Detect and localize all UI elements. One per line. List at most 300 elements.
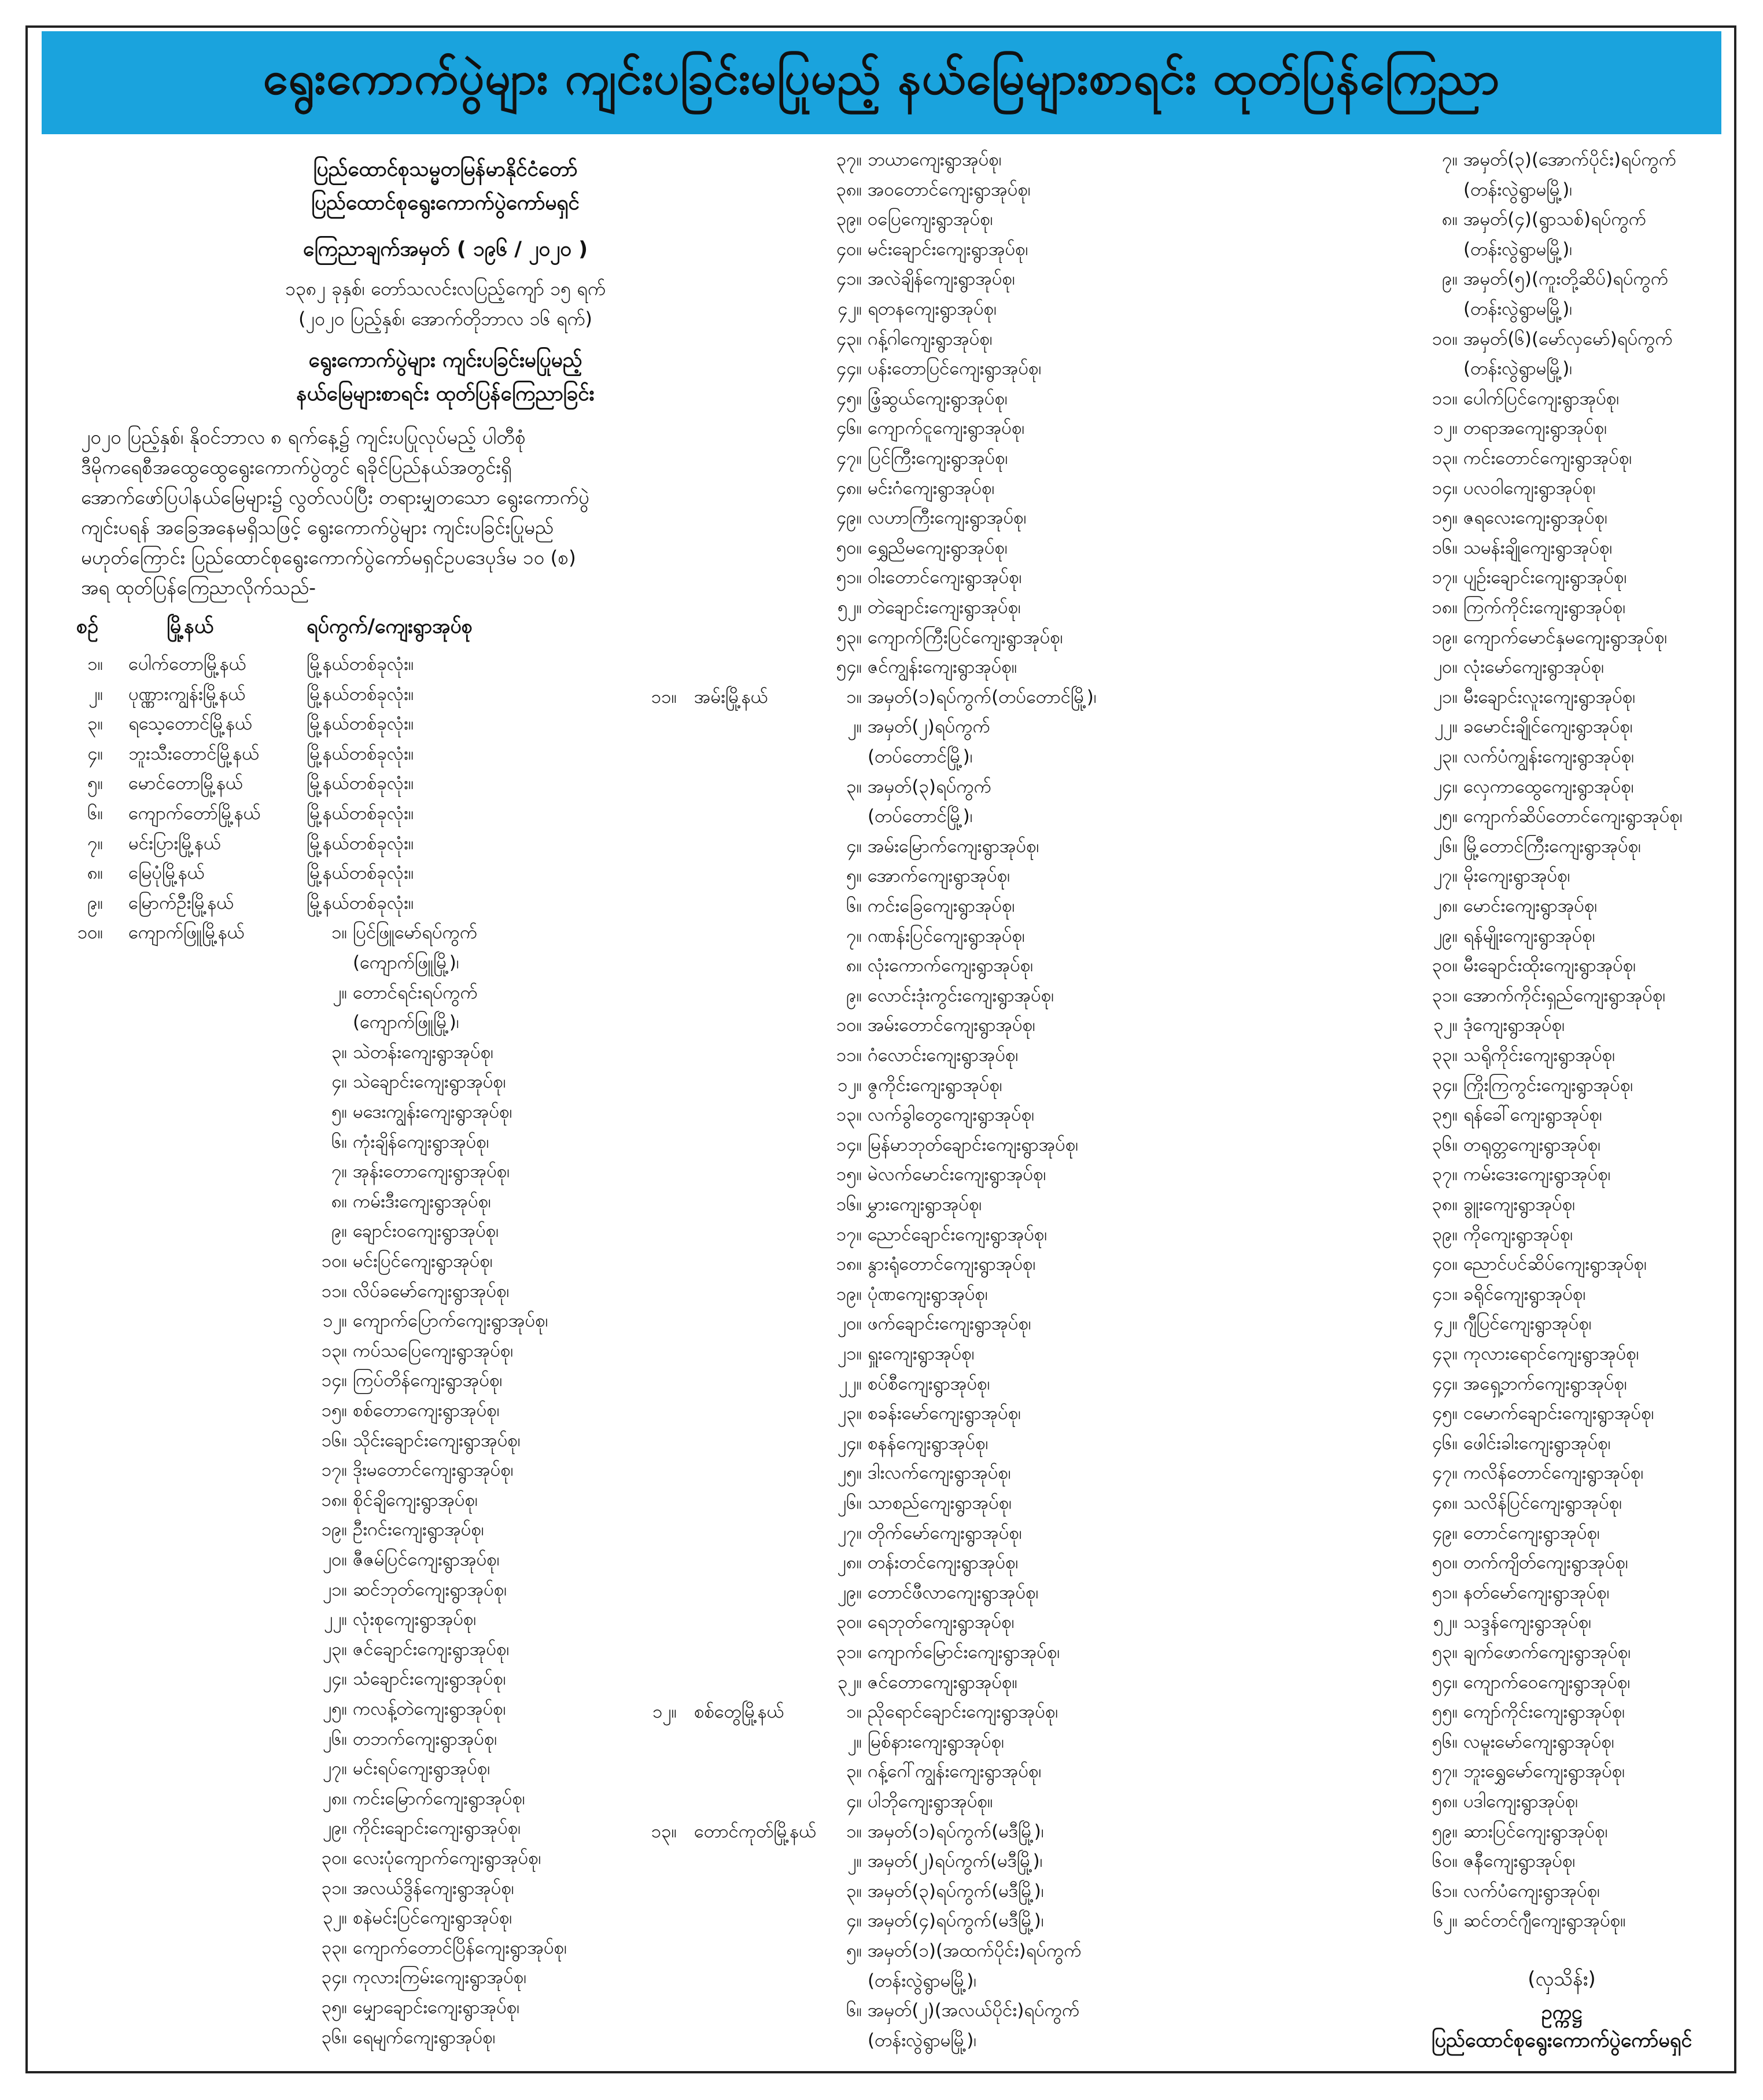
kyaukphyu-item: ကြပ်တိန်ကျေးရွာအုပ်စု၊ [353, 1370, 503, 1391]
ann-item: အမှတ်(၂)ရပ်ကွက် [868, 716, 990, 738]
kyaukphyu-cont-item: ဖြံ့ဆွယ်ကျေးရွာအုပ်စု၊ [868, 388, 1008, 409]
toungup-cont-item: ကိုကျေးရွာအုပ်စု၊ [1463, 1224, 1573, 1245]
toungup-cont-item: ဇရလေးကျေးရွာအုပ်စု၊ [1463, 507, 1607, 529]
kyaukphyu-cont-item-number: ၄၆။ [836, 418, 862, 439]
kyaukphyu-item: မျှောချောင်းကျေးရွာအုပ်စု၊ [353, 1997, 520, 2018]
toungup-cont-item: တက်ကျိတ်ကျေးရွာအုပ်စု၊ [1463, 1552, 1628, 1574]
toungup-cont-item-number: ၂၇။ [1433, 865, 1458, 887]
ann-item-number: ၂၄။ [837, 1432, 862, 1454]
ann-item-number: ၃၂။ [837, 1671, 862, 1693]
toungup-cont-item: အောက်ကိုင်းရှည်ကျေးရွာအုပ်စု၊ [1463, 985, 1666, 1006]
kyaukphyu-item-number: ၂၅။ [322, 1699, 347, 1719]
kyaukphyu-cont-item: ရွှေညိမကျေးရွာအုပ်စု၊ [868, 537, 1008, 558]
kyaukphyu-item-number: ၃၀။ [321, 1848, 347, 1869]
toungup-cont-item: ပေါက်ပြင်ကျေးရွာအုပ်စု၊ [1463, 388, 1620, 409]
kyaukphyu-cont-item-number: ၃၈။ [836, 179, 862, 200]
kyaukphyu-cont-item: ဝပြေကျေးရွာအုပ်စု၊ [868, 209, 993, 230]
toungup-cont-item-number: ၄၇။ [1432, 1462, 1458, 1484]
ann-item-number: ၁။ [846, 686, 862, 708]
signature-org: ပြည်ထောင်စုရွေးကောက်ပွဲကော်မရှင် [1431, 2029, 1692, 2052]
township-number: ၁။ [87, 654, 103, 675]
kyaukphyu-cont-item-number: ၄၁။ [836, 268, 862, 290]
toungup-cont-item-number: ၅၀။ [1432, 1552, 1458, 1574]
township-number: ၆။ [87, 803, 103, 824]
ann-item: ကင်းခြေကျေးရွာအုပ်စု၊ [868, 896, 1015, 916]
ann-item: အောက်ကျေးရွာအုပ်စု၊ [868, 865, 1010, 887]
kyaukphyu-item: စနဲမင်းပြင်ကျေးရွာအုပ်စု၊ [353, 1907, 512, 1929]
kyaukphyu-cont-item: ကျောက်ငူကျေးရွာအုပ်စု၊ [868, 418, 1025, 439]
toungup-cont-item: ဂျီပြင်ကျေးရွာအုပ်စု၊ [1463, 1313, 1592, 1335]
toungup-cont-item: မီးချောင်းထိုးကျေးရွာအုပ်စု၊ [1463, 955, 1636, 977]
ann-item: လက်ခွါတွေကျေးရွာအုပ်စု၊ [868, 1104, 1035, 1126]
toungup-cont-item-number: ၃၂။ [1433, 1015, 1458, 1036]
toungup-cont-item: (တန်းလွဲရွာမမြို့)၊ [1463, 358, 1573, 380]
header-township: မြို့နယ် [167, 615, 213, 638]
toungup-cont-item: ကြိုးကြကွင်းကျေးရွာအုပ်စု၊ [1463, 1074, 1633, 1096]
kyaukphyu-item-number: ၃။ [331, 1041, 347, 1063]
kyaukphyu-item-number: ၃၃။ [321, 1937, 347, 1958]
township-area: မြို့နယ်တစ်ခုလုံး။ [307, 743, 414, 764]
toungup-cont-item: ငမောက်ချောင်းကျေးရွာအုပ်စု၊ [1463, 1403, 1654, 1424]
kyaukphyu-cont-item-number: ၃၇။ [836, 149, 862, 170]
township-name: တောင်ကုတ်မြို့နယ် [694, 1821, 817, 1842]
toungup-item: (တန်းလွဲရွာမမြို့)၊ [868, 1970, 977, 1991]
sittwe-item-number: ၄။ [846, 1791, 862, 1812]
ann-item: နွားရုံတောင်ကျေးရွာအုပ်စု၊ [868, 1254, 1036, 1275]
kyaukphyu-cont-item: မင်းချောင်းကျေးရွာအုပ်စု၊ [868, 238, 1028, 260]
kyaukphyu-item: လုံးစုကျေးရွာအုပ်စု၊ [353, 1609, 477, 1630]
kyaukphyu-cont-item: မင်းဂံကျေးရွာအုပ်စု၊ [868, 477, 995, 499]
kyaukphyu-item-number: ၁၆။ [321, 1430, 347, 1451]
toungup-cont-item: တောင်ကျေးရွာအုပ်စု၊ [1463, 1522, 1600, 1543]
toungup-cont-item: လမူးမော်ကျေးရွာအုပ်စု၊ [1463, 1731, 1614, 1752]
kyaukphyu-item: ကုံးချိန်ကျေးရွာအုပ်စု၊ [353, 1131, 489, 1152]
ann-item-number: ၁၁။ [836, 1045, 862, 1066]
kyaukphyu-item: ကမ်းဒီးကျေးရွာအုပ်စု၊ [353, 1191, 491, 1212]
township-name: ပုဏ္ဏားကျွန်းမြို့နယ် [128, 683, 246, 705]
ann-item: မဲလက်မောင်းကျေးရွာအုပ်စု၊ [868, 1164, 1046, 1185]
page-title: ရွေးကောက်ပွဲများ ကျင်းပခြင်းမပြုမည့် နယ်မြေများစာရင်း ထုတ်ပြန်ကြေညာ [263, 52, 1500, 105]
toungup-cont-item-number: ၂၆။ [1433, 835, 1458, 857]
kyaukphyu-item-number: ၉။ [331, 1221, 347, 1242]
toungup-cont-item-number: ၁၇။ [1432, 567, 1458, 588]
intro-line: မဟုတ်ကြောင်း ပြည်ထောင်စုရွေးကောက်ပွဲကော်မရှင်ဥပဒေပုဒ်မ ၁၀ (စ) [81, 546, 576, 569]
toungup-cont-item-number: ၅၇။ [1432, 1761, 1458, 1782]
kyaukphyu-item-number: ၃၅။ [321, 1997, 347, 2018]
kyaukphyu-item: ဆင်ဘုတ်ကျေးရွာအုပ်စု၊ [353, 1579, 507, 1600]
date-gregorian: (၂၀၂၀ ပြည့်နှစ်၊ အောက်တိုဘာလ ၁၆ ရက်) [298, 308, 593, 330]
kyaukphyu-cont-item-number: ၄၃။ [836, 328, 862, 349]
toungup-cont-item-number: ၁၈။ [1432, 597, 1458, 618]
toungup-cont-item: ကျောက်မောင်နှမကျေးရွာအုပ်စု၊ [1463, 627, 1668, 648]
ann-item-number: ၃၀။ [836, 1612, 862, 1633]
ann-item: အမှတ်(၁)ရပ်ကွက်(တပ်တောင်မြို့)၊ [868, 686, 1097, 708]
header-line1: ပြည်ထောင်စုသမ္မတမြန်မာနိုင်ငံတော် [313, 158, 578, 181]
intro-line: ဒီမိုကရေစီအထွေထွေရွေးကောက်ပွဲတွင် ရခိုင်ပြည်နယ်အတွင်းရှိ [81, 456, 512, 478]
toungup-cont-item: ကျောက်ဆိပ်တောင်ကျေးရွာအုပ်စု၊ [1463, 806, 1683, 827]
kyaukphyu-item-number: ၃၂။ [322, 1907, 347, 1929]
subtitle-line1: ရွေးကောက်ပွဲများ ကျင်းပခြင်းမပြုမည့် [308, 349, 582, 372]
toungup-cont-item-number: ၃၃။ [1432, 1045, 1458, 1066]
toungup-item: အမှတ်(၃)ရပ်ကွက်(မဒီမြို့)၊ [868, 1880, 1044, 1902]
kyaukphyu-cont-item-number: ၅၄။ [836, 657, 862, 678]
notice-number: ကြေညာချက်အမှတ် ( ၁၉၆ / ၂၀၂၀ ) [303, 238, 588, 261]
township-area: မြို့နယ်တစ်ခုလုံး။ [307, 832, 414, 854]
ann-item: အမ်းမြောက်ကျေးရွာအုပ်စု၊ [868, 835, 1039, 857]
toungup-cont-item: (တန်းလွဲရွာမမြို့)၊ [1463, 179, 1573, 200]
kyaukphyu-cont-item: ဘယာကျေးရွာအုပ်စု၊ [868, 149, 1002, 170]
ann-item: ဇွကိုင်းကျေးရွာအုပ်စု၊ [868, 1074, 1002, 1096]
toungup-cont-item-number: ၄၂။ [1433, 1313, 1458, 1335]
toungup-cont-item: လက်ပံကျွန်းကျေးရွာအုပ်စု၊ [1463, 746, 1635, 767]
kyaukphyu-item-number: ၃၁။ [321, 1877, 347, 1899]
kyaukphyu-item-number: ၁၀။ [321, 1251, 347, 1272]
toungup-cont-item: ကြက်ကိုင်းကျေးရွာအုပ်စု၊ [1463, 597, 1626, 618]
township-area: မြို့နယ်တစ်ခုလုံး။ [307, 803, 414, 824]
toungup-cont-item: ဖေါင်းခါးကျေးရွာအုပ်စု၊ [1463, 1432, 1611, 1454]
township-number: ၉။ [87, 892, 103, 913]
township-area: မြို့နယ်တစ်ခုလုံး။ [307, 683, 414, 705]
kyaukphyu-item: လေးပုံကျောက်ကျေးရွာအုပ်စု၊ [353, 1848, 541, 1869]
kyaukphyu-item: အလယ်ဒွိန်ကျေးရွာအုပ်စု၊ [353, 1877, 514, 1899]
toungup-cont-item: လုံးမော်ကျေးရွာအုပ်စု၊ [1463, 657, 1605, 678]
ann-item-number: ၂၇။ [837, 1522, 862, 1543]
kyaukphyu-item-number: ၇။ [331, 1161, 347, 1182]
kyaukphyu-item: ရေမျက်ကျေးရွာအုပ်စု၊ [353, 2027, 496, 2048]
toungup-cont-item: သမန်းချိုကျေးရွာအုပ်စု၊ [1463, 537, 1613, 558]
ann-item: စခန်းမော်ကျေးရွာအုပ်စု၊ [868, 1403, 1021, 1424]
kyaukphyu-cont-item-number: ၄၉။ [836, 507, 862, 529]
township-number: ၅။ [87, 773, 103, 794]
township-name: ရသေ့တောင်မြို့နယ် [128, 713, 253, 735]
ann-item-number: ၁၇။ [836, 1224, 862, 1245]
toungup-cont-item-number: ၆၁။ [1432, 1880, 1458, 1902]
township-number: ၁၃။ [651, 1821, 677, 1842]
township-name: ပေါက်တောမြို့နယ် [128, 654, 246, 675]
toungup-cont-item-number: ၃၁။ [1432, 985, 1458, 1006]
kyaukphyu-item-number: ၂၄။ [322, 1668, 347, 1690]
toungup-cont-item-number: ၃၄။ [1432, 1074, 1458, 1096]
kyaukphyu-cont-item-number: ၄၅။ [836, 388, 862, 409]
township-name: မောင်တောမြို့နယ် [128, 773, 244, 794]
toungup-cont-item-number: ၂၂။ [1434, 716, 1458, 738]
kyaukphyu-cont-item: လဟာကြီးကျေးရွာအုပ်စု၊ [868, 507, 1027, 529]
township-name: မင်းပြားမြို့နယ် [128, 832, 222, 854]
kyaukphyu-item-number: ၁၅။ [321, 1400, 347, 1421]
toungup-cont-item-number: ၅၄။ [1432, 1671, 1458, 1693]
kyaukphyu-cont-item-number: ၄၄။ [836, 358, 862, 380]
toungup-cont-item-number: ၃၅။ [1432, 1104, 1458, 1126]
kyaukphyu-item-number: ၃၆။ [321, 2027, 347, 2048]
toungup-cont-item-number: ၅၆။ [1432, 1731, 1458, 1752]
ann-item-number: ၂၅။ [837, 1462, 862, 1484]
ann-item: တိုက်မော်ကျေးရွာအုပ်စု၊ [868, 1522, 1022, 1543]
ann-item-number: ၂၃။ [837, 1403, 862, 1424]
toungup-item-number: ၂။ [847, 1851, 862, 1872]
ann-item-number: ၁၂။ [837, 1074, 862, 1096]
township-area: မြို့နယ်တစ်ခုလုံး။ [307, 892, 414, 913]
kyaukphyu-item: ဇီဇမ်ပြင်ကျေးရွာအုပ်စု၊ [353, 1549, 500, 1570]
toungup-cont-item-number: ၁၉။ [1432, 627, 1458, 648]
toungup-item: အမှတ်(၁)(အထက်ပိုင်း)ရပ်ကွက် [868, 1940, 1082, 1961]
toungup-cont-item-number: ၁၆။ [1432, 537, 1458, 558]
kyaukphyu-item-number: ၂၆။ [322, 1728, 347, 1749]
toungup-cont-item: ကျောက်ဝေကျေးရွာအုပ်စု၊ [1463, 1671, 1631, 1693]
township-area: မြို့နယ်တစ်ခုလုံး။ [307, 713, 414, 735]
toungup-cont-item-number: ၄၄။ [1432, 1373, 1458, 1394]
toungup-cont-item: အမှတ်(၄)(ရွာသစ်)ရပ်ကွက် [1463, 209, 1647, 230]
signature-role: ဥက္ကဋ္ဌ [1541, 2001, 1583, 2024]
ann-item-number: ၃။ [846, 776, 862, 797]
kyaukphyu-item: ကင်းမြောက်ကျေးရွာအုပ်စု၊ [353, 1788, 525, 1809]
toungup-cont-item-number: ၂၉။ [1433, 925, 1458, 946]
township-name: ကျောက်ဖြူမြို့နယ် [128, 922, 245, 944]
kyaukphyu-item: သိုင်းချောင်းကျေးရွာအုပ်စု၊ [353, 1430, 521, 1451]
toungup-item: အမှတ်(၂)ရပ်ကွက်(မဒီမြို့)၊ [868, 1851, 1043, 1872]
page-title-banner [42, 31, 1721, 134]
kyaukphyu-cont-item-number: ၅၃။ [836, 627, 862, 648]
toungup-cont-item-number: ၃၇။ [1432, 1164, 1458, 1185]
kyaukphyu-item: ဇင်ချောင်းကျေးရွာအုပ်စု၊ [353, 1638, 510, 1660]
ann-item-number: ၈။ [846, 955, 862, 977]
ann-item: တန်းတင်ကျေးရွာအုပ်စု၊ [868, 1552, 1019, 1574]
kyaukphyu-cont-item-number: ၄၀။ [836, 238, 862, 260]
kyaukphyu-item-number: ၁၂။ [322, 1310, 347, 1332]
kyaukphyu-item-number: ၂၂။ [324, 1609, 347, 1630]
toungup-cont-item: ခရိုင်ကျေးရွာအုပ်စု၊ [1463, 1283, 1586, 1305]
toungup-cont-item-number: ၉။ [1442, 268, 1458, 290]
ann-item: စနန်ကျေးရွာအုပ်စု၊ [868, 1432, 989, 1454]
kyaukphyu-item: မင်းပြင်ကျေးရွာအုပ်စု၊ [353, 1251, 493, 1272]
toungup-item: အမှတ်(၄)ရပ်ကွက်(မဒီမြို့)၊ [868, 1910, 1044, 1932]
toungup-cont-item-number: ၄၆။ [1432, 1432, 1458, 1454]
township-number: ၁၂။ [652, 1701, 677, 1723]
sittwe-item: ဂန့်ဂေါ်ကျွန်းကျေးရွာအုပ်စု၊ [868, 1761, 1042, 1782]
kyaukphyu-item: ဦးဂင်းကျေးရွာအုပ်စု၊ [353, 1519, 484, 1541]
ann-item-number: ၂၆။ [837, 1493, 862, 1513]
kyaukphyu-cont-item: ရတနကျေးရွာအုပ်စု၊ [868, 299, 997, 319]
toungup-cont-item: ဒုံကျေးရွာအုပ်စု၊ [1463, 1015, 1565, 1036]
ann-item: ရှူးကျေးရွာအုပ်စု၊ [868, 1343, 975, 1364]
toungup-cont-item-number: ၁၂။ [1433, 418, 1458, 439]
township-name: ကျောက်တော်မြို့နယ် [128, 803, 261, 824]
kyaukphyu-cont-item-number: ၅၂။ [837, 597, 862, 618]
kyaukphyu-cont-item-number: ၄၇။ [836, 448, 862, 469]
toungup-cont-item: (တန်းလွဲရွာမမြို့)၊ [1463, 238, 1573, 260]
kyaukphyu-item: ကပ်သပြေကျေးရွာအုပ်စု၊ [353, 1340, 514, 1361]
ann-item: ဖက်ချောင်းကျေးရွာအုပ်စု၊ [868, 1313, 1031, 1335]
ann-item-number: ၂၈။ [837, 1552, 862, 1574]
kyaukphyu-cont-item-number: ၄၈။ [836, 477, 862, 499]
kyaukphyu-cont-item: ပြင်ကြီးကျေးရွာအုပ်စု၊ [868, 448, 1008, 469]
kyaukphyu-item: စစ်တောကျေးရွာအုပ်စု၊ [353, 1400, 500, 1421]
kyaukphyu-item: တောင်ရင်းရပ်ကွက် [353, 982, 478, 1003]
toungup-cont-item-number: ၄၀။ [1432, 1254, 1458, 1275]
toungup-item: (တန်းလွဲရွာမမြို့)၊ [868, 2029, 977, 2051]
toungup-cont-item: ပျဉ်းချောင်းကျေးရွာအုပ်စု၊ [1463, 567, 1627, 588]
kyaukphyu-item-number: ၂၀။ [322, 1549, 347, 1570]
toungup-cont-item-number: ၂၈။ [1433, 896, 1458, 916]
kyaukphyu-cont-item: အလဲချိန်ကျေးရွာအုပ်စု၊ [868, 268, 1015, 290]
toungup-cont-item-number: ၃၆။ [1432, 1134, 1458, 1155]
kyaukphyu-item: တဘက်ကျေးရွာအုပ်စု၊ [353, 1728, 497, 1749]
kyaukphyu-item-number: ၁၁။ [321, 1280, 347, 1302]
sittwe-item-number: ၂။ [847, 1731, 862, 1752]
kyaukphyu-item-number: ၁၈။ [321, 1489, 347, 1510]
township-number: ၁၁။ [651, 686, 677, 708]
toungup-item: အမှတ်(၂)(အလယ်ပိုင်း)ရပ်ကွက် [868, 2000, 1080, 2021]
kyaukphyu-cont-item: အဝတောင်ကျေးရွာအုပ်စု၊ [868, 179, 1031, 200]
toungup-cont-item-number: ၅၈။ [1432, 1791, 1458, 1812]
toungup-cont-item: ဘူးရွှေမော်ကျေးရွာအုပ်စု၊ [1463, 1761, 1625, 1782]
sittwe-item-number: ၁။ [846, 1701, 862, 1723]
toungup-item-number: ၄။ [846, 1910, 862, 1932]
toungup-cont-item-number: ၃၉။ [1432, 1224, 1458, 1245]
ann-item-number: ၁၆။ [836, 1194, 862, 1215]
toungup-cont-item-number: ၁၅။ [1432, 507, 1458, 529]
sittwe-item: ညိုရောင်ချောင်းကျေးရွာအုပ်စု၊ [868, 1701, 1058, 1723]
kyaukphyu-item: ကျောက်တောင်ပြိန်ကျေးရွာအုပ်စု၊ [353, 1937, 567, 1958]
township-number: ၄။ [87, 743, 103, 764]
ann-item-number: ၂၁။ [837, 1343, 862, 1364]
toungup-cont-item: ပဒါကျေးရွာအုပ်စု၊ [1463, 1791, 1578, 1812]
toungup-cont-item: တရုတ္တကျေးရွာအုပ်စု၊ [1463, 1134, 1601, 1155]
toungup-cont-item: လှေကာထွေကျေးရွာအုပ်စု၊ [1463, 776, 1634, 797]
ann-item: လုံးကောက်ကျေးရွာအုပ်စု၊ [868, 955, 1034, 977]
kyaukphyu-item-number: ၈။ [331, 1191, 347, 1212]
ann-item-number: ၇။ [846, 925, 862, 946]
kyaukphyu-item: စိုင်ချိကျေးရွာအုပ်စု၊ [353, 1489, 478, 1510]
toungup-cont-item-number: ၆၂။ [1433, 1910, 1458, 1932]
ann-item: လောင်းဒုံးကွင်းကျေးရွာအုပ်စု၊ [868, 985, 1054, 1006]
toungup-cont-item: လက်ပံကျေးရွာအုပ်စု၊ [1463, 1880, 1600, 1902]
toungup-cont-item: နတ်မော်ကျေးရွာအုပ်စု၊ [1463, 1582, 1610, 1603]
ann-item-number: ၁၈။ [836, 1254, 862, 1275]
toungup-cont-item: မြို့တောင်ကြီးကျေးရွာအုပ်စု၊ [1463, 835, 1642, 857]
township-name: ဘူးသီးတောင်မြို့နယ် [128, 743, 260, 764]
header-line2: ပြည်ထောင်စုရွေးကောက်ပွဲကော်မရှင် [311, 191, 580, 215]
toungup-cont-item: ဆင်တင်ဂျီကျေးရွာအုပ်စု။ [1463, 1910, 1626, 1932]
kyaukphyu-cont-item: ဝါးတောင်ကျေးရွာအုပ်စု၊ [868, 567, 1022, 588]
toungup-cont-item-number: ၅၅။ [1432, 1701, 1458, 1723]
ann-item: ညောင်ချောင်းကျေးရွာအုပ်စု၊ [868, 1224, 1048, 1245]
kyaukphyu-item-number: ၂၇။ [322, 1758, 347, 1780]
township-number: ၁၀။ [77, 922, 103, 944]
kyaukphyu-item-number: ၁၇။ [321, 1460, 347, 1481]
kyaukphyu-cont-item: ကျောက်ကြီးပြင်ကျေးရွာအုပ်စု၊ [868, 627, 1063, 648]
kyaukphyu-item-number: ၅။ [331, 1101, 347, 1122]
toungup-cont-item-number: ၆၀။ [1432, 1851, 1458, 1872]
toungup-cont-item: ချက်ဖောက်ကျေးရွာအုပ်စု၊ [1463, 1642, 1631, 1663]
kyaukphyu-item: ပြင်ဖြူမော်ရပ်ကွက် [353, 922, 478, 944]
toungup-cont-item: မောင်းကျေးရွာအုပ်စု၊ [1463, 896, 1598, 916]
ann-item: မွှားကျေးရွာအုပ်စု၊ [868, 1194, 982, 1215]
kyaukphyu-item: ကုလားကြမ်းကျေးရွာအုပ်စု၊ [353, 1967, 527, 1988]
ann-item: ဂဏန်းပြင်ကျေးရွာအုပ်စု၊ [868, 925, 1025, 946]
kyaukphyu-item-number: ၂၉။ [322, 1818, 347, 1839]
intro-line: ကျင်းပရန် အခြေအနေမရှိသဖြင့် ရွေးကောက်ပွဲများ ကျင်းပခြင်းပြုမည် [81, 516, 554, 539]
kyaukphyu-item: မင်းရပ်ကျေးရွာအုပ်စု၊ [353, 1758, 490, 1780]
toungup-cont-item: ဆားပြင်ကျေးရွာအုပ်စု၊ [1463, 1821, 1608, 1842]
toungup-cont-item: ကုလားရောင်ကျေးရွာအုပ်စု၊ [1463, 1343, 1639, 1364]
ann-item: (တပ်တောင်မြို့)၊ [868, 806, 973, 827]
toungup-cont-item: အမှတ်(၃)(အောက်ပိုင်း)ရပ်ကွက် [1463, 149, 1677, 170]
toungup-cont-item-number: ၂၁။ [1433, 686, 1458, 708]
toungup-cont-item: ကမ်းဒေးကျေးရွာအုပ်စု၊ [1463, 1164, 1611, 1185]
kyaukphyu-item-number: ၆။ [331, 1131, 347, 1152]
toungup-cont-item: ကင်းတောင်ကျေးရွာအုပ်စု၊ [1463, 448, 1632, 469]
toungup-item-number: ၁။ [846, 1821, 862, 1842]
toungup-item-number: ၅။ [846, 1940, 862, 1961]
kyaukphyu-item-number: ၁။ [331, 922, 347, 944]
township-number: ၇။ [87, 832, 103, 854]
ann-item-number: ၆။ [846, 896, 862, 916]
kyaukphyu-item: ကိုင်းချောင်းကျေးရွာအုပ်စု၊ [353, 1818, 521, 1839]
toungup-cont-item: ဇနီကျေးရွာအုပ်စု၊ [1463, 1851, 1576, 1872]
kyaukphyu-cont-item: ဂန့်ဂါကျေးရွာအုပ်စု၊ [868, 328, 993, 349]
toungup-cont-item: ခမောင်းချိုင်ကျေးရွာအုပ်စု၊ [1463, 716, 1633, 738]
date-myanmar: ၁၃၈၂ ခုနှစ်၊ တော်သလင်းလပြည့်ကျော် ၁၅ ရက် [285, 278, 606, 300]
toungup-cont-item: ရန်ခေါ်ကျေးရွာအုပ်စု၊ [1463, 1104, 1602, 1126]
toungup-cont-item-number: ၂၄။ [1433, 776, 1458, 797]
toungup-cont-item: အမှတ်(၅)(ကူးတို့ဆိပ်)ရပ်ကွက် [1463, 268, 1669, 290]
township-name: စစ်တွေမြို့နယ် [694, 1701, 784, 1723]
toungup-cont-item-number: ၄၁။ [1432, 1283, 1458, 1305]
kyaukphyu-item-number: ၄။ [331, 1071, 347, 1093]
ann-item: မြန်မာဘုတ်ချောင်းကျေးရွာအုပ်စု၊ [868, 1134, 1079, 1155]
kyaukphyu-item-number: ၂၃။ [322, 1638, 347, 1660]
toungup-cont-item-number: ၅၂။ [1433, 1612, 1458, 1633]
ann-item-number: ၂။ [847, 716, 862, 738]
toungup-cont-item: ကလိန်တောင်ကျေးရွာအုပ်စု၊ [1463, 1462, 1644, 1484]
ann-item: အမ်းတောင်ကျေးရွာအုပ်စု၊ [868, 1015, 1035, 1036]
ann-item: (တပ်တောင်မြို့)၊ [868, 746, 973, 767]
kyaukphyu-item-number: ၁၉။ [321, 1519, 347, 1541]
kyaukphyu-cont-item: ပန်းတောပြင်ကျေးရွာအုပ်စု၊ [868, 358, 1042, 380]
ann-item-number: ၂၂။ [839, 1373, 862, 1394]
toungup-cont-item: (တန်းလွဲရွာမမြို့)၊ [1463, 299, 1573, 319]
toungup-cont-item-number: ၄၉။ [1432, 1522, 1458, 1543]
toungup-cont-item-number: ၃၈။ [1432, 1194, 1458, 1215]
township-number: ၈။ [87, 863, 103, 884]
toungup-cont-item-number: ၂၅။ [1433, 806, 1458, 827]
toungup-cont-item-number: ၄၅။ [1432, 1403, 1458, 1424]
kyaukphyu-item-number: ၂။ [333, 982, 347, 1003]
kyaukphyu-item: ချောင်းဝကျေးရွာအုပ်စု၊ [353, 1221, 499, 1242]
kyaukphyu-item: သံချောင်းကျေးရွာအုပ်စု၊ [353, 1668, 506, 1690]
toungup-cont-item: သရိုကိုင်းကျေးရွာအုပ်စု၊ [1463, 1045, 1616, 1066]
toungup-cont-item: မီးချောင်းလူးကျေးရွာအုပ်စု၊ [1463, 686, 1636, 708]
ann-item-number: ၁၄။ [836, 1134, 862, 1155]
intro-line: ၂၀၂၀ ပြည့်နှစ်၊ နိုဝင်ဘာလ ၈ ရက်နေ့၌ ကျင်းပပြုလုပ်မည့် ပါတီစုံ [81, 426, 526, 448]
toungup-item-number: ၆။ [846, 2000, 862, 2021]
kyaukphyu-item: လိပ်ခမော်ကျေးရွာအုပ်စု၊ [353, 1280, 510, 1302]
toungup-cont-item-number: ၄၃။ [1432, 1343, 1458, 1364]
kyaukphyu-item-number: ၃၄။ [321, 1967, 347, 1988]
township-area: မြို့နယ်တစ်ခုလုံး။ [307, 773, 414, 794]
toungup-cont-item-number: ၁၄။ [1432, 477, 1458, 499]
toungup-cont-item: အရှေ့ဘက်ကျေးရွာအုပ်စု၊ [1463, 1373, 1627, 1394]
kyaukphyu-item: အုန်းတောကျေးရွာအုပ်စု၊ [353, 1161, 510, 1182]
toungup-cont-item: ကျော်ကိုင်းကျေးရွာအုပ်စု၊ [1463, 1701, 1625, 1723]
township-area: မြို့နယ်တစ်ခုလုံး။ [307, 863, 414, 884]
sittwe-item: မြစ်နားကျေးရွာအုပ်စု၊ [868, 1731, 1004, 1752]
toungup-cont-item-number: ၂၀။ [1433, 657, 1458, 678]
toungup-cont-item: အမှတ်(၆)(မော်လှမော်)ရပ်ကွက် [1463, 328, 1673, 349]
toungup-cont-item: ရန်မျိုးကျေးရွာအုပ်စု၊ [1463, 925, 1595, 946]
toungup-cont-item-number: ၄၈။ [1432, 1493, 1458, 1513]
toungup-cont-item-number: ၅၃။ [1432, 1642, 1458, 1663]
